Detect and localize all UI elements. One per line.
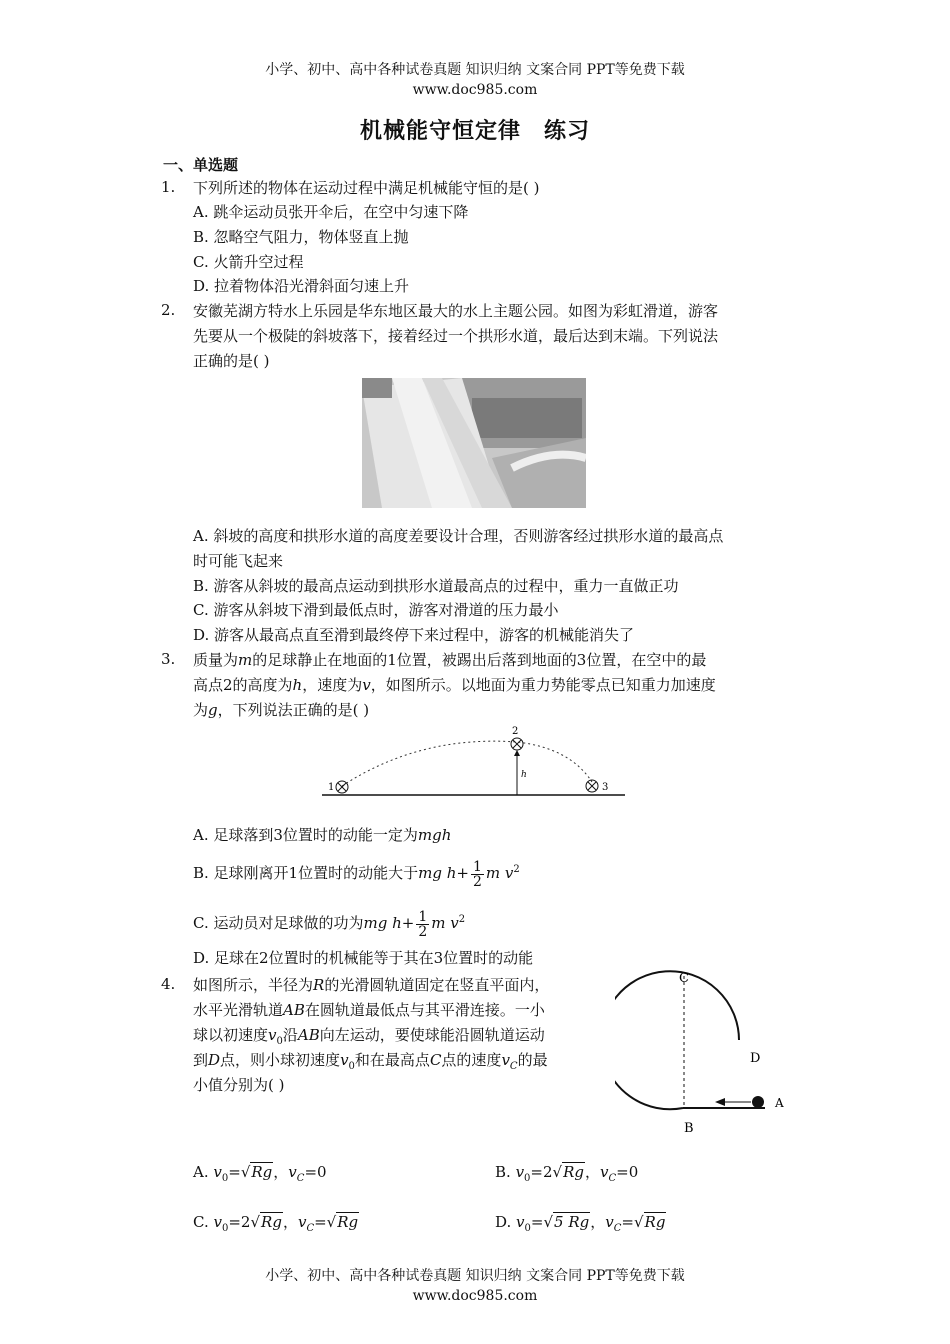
q4-option-c: C. $v_0=2√Rg$，$v_C=√Rg$ xyxy=(193,1213,359,1234)
q3-option-a: A. 足球落到3位置时的动能一定为mgh xyxy=(193,826,452,844)
q2-stem-3: 正确的是( ) xyxy=(193,352,270,370)
label-C: C xyxy=(679,971,689,986)
footer-line1: 小学、初中、高中各种试卷真题 知识归纳 文案合同 PPT等免费下载 xyxy=(265,1268,685,1284)
q3-stem-1: 质量为m的足球静止在地面的1位置，被踢出后落到地面的3位置，在空中的最 xyxy=(193,651,707,669)
label-B: B xyxy=(684,1121,694,1136)
q2-option-d: D. 游客从最高点直至滑到最终停下来过程中，游客的机械能消失了 xyxy=(193,626,635,644)
label-A: A xyxy=(775,1096,784,1110)
q2-stem-2: 先要从一个极陡的斜坡落下，接着经过一个拱形水道，最后达到末端。下列说法 xyxy=(193,327,719,345)
label-D: D xyxy=(750,1051,761,1066)
section-heading: 一、单选题 xyxy=(163,156,239,174)
q2-option-b: B. 游客从斜坡的最高点运动到拱形水道最高点的过程中，重力一直做正功 xyxy=(193,577,679,595)
q1-option-b: B. 忽略空气阻力，物体竖直上抛 xyxy=(193,228,409,246)
page-header xyxy=(0,60,950,100)
q4-stem-3: 球以初速度$v_0$沿AB向左运动，要使球能沿圆轨道运动 xyxy=(193,1026,545,1047)
q4-stem-1: 如图所示，半径为R的光滑圆轨道固定在竖直平面内， xyxy=(193,976,550,994)
q4-option-b: B. $v_0=2√Rg$，$v_C=0$ xyxy=(495,1163,639,1184)
q3-option-d: D. 足球在2位置时的机械能等于其在3位置时的动能 xyxy=(193,949,534,967)
ball-position-2 xyxy=(511,738,523,750)
q2-number: 2. xyxy=(161,301,176,319)
q4-number: 4. xyxy=(161,975,176,993)
q3-number: 3. xyxy=(161,650,176,668)
label-1: 1 xyxy=(328,782,335,793)
label-2: 2 xyxy=(512,726,519,737)
ball-position-1 xyxy=(336,781,348,793)
q2-option-a-2: 时可能飞起来 xyxy=(193,552,284,570)
trajectory-curve xyxy=(342,741,592,786)
q2-option-c: C. 游客从斜坡下滑到最低点时，游客对滑道的压力最小 xyxy=(193,601,559,619)
water-slide-photo xyxy=(362,378,586,508)
q4-stem-5: 小值分别为( ) xyxy=(193,1076,285,1094)
header-url: www.doc985.com xyxy=(412,82,538,98)
q1-option-c: C. 火箭升空过程 xyxy=(193,253,304,271)
footer-url: www.doc985.com xyxy=(412,1288,538,1304)
label-3: 3 xyxy=(602,782,609,793)
page-footer xyxy=(0,1266,950,1306)
q2-option-a-1: A. 斜坡的高度和拱形水道的高度差要设计合理，否则游客经过拱形水道的最高点 xyxy=(193,527,724,545)
q3-stem-2: 高点2的高度为h，速度为v，如图所示。以地面为重力势能零点已知重力加速度 xyxy=(193,676,716,694)
q4-stem-2: 水平光滑轨道AB在圆轨道最低点与其平滑连接。一小 xyxy=(193,1001,545,1019)
q3-option-c: C. 运动员对足球做的功为mg h+ $\frac{1}{2}$ m $v^2$ xyxy=(193,908,466,940)
q1-stem: 下列所述的物体在运动过程中满足机械能守恒的是( ) xyxy=(193,179,540,197)
header-line1: 小学、初中、高中各种试卷真题 知识归纳 文案合同 PPT等免费下载 xyxy=(265,62,685,78)
ball-trajectory-figure xyxy=(300,720,630,805)
page-title: 机械能守恒定律 练习 xyxy=(359,119,590,144)
q1-option-a: A. 跳伞运动员张开伞后，在空中匀速下降 xyxy=(193,203,469,221)
circular-track xyxy=(615,971,739,1109)
label-h: h xyxy=(521,770,527,780)
q4-stem-4: 到D点，则小球初速度$v_0$和在最高点C点的速度$v_C$的最 xyxy=(193,1051,548,1072)
q2-stem-1: 安徽芜湖方特水上乐园是华东地区最大的水上主题公园。如图为彩虹滑道，游客 xyxy=(193,302,719,320)
ball xyxy=(752,1096,764,1108)
q1-number: 1. xyxy=(161,178,176,196)
q3-stem-3: 为g，下列说法正确的是( ) xyxy=(193,701,370,719)
q4-option-a: A. $v_0=√Rg$，$v_C=0$ xyxy=(193,1163,327,1184)
q4-option-d: D. $v_0=√5$ Rg，$v_C=√Rg$ xyxy=(495,1213,666,1234)
q3-option-b: B. 足球刚离开1位置时的动能大于mg h+ $\frac{1}{2}$ m $v^2$ xyxy=(193,858,520,890)
circular-track-figure xyxy=(615,968,795,1140)
q1-option-d: D. 拉着物体沿光滑斜面匀速上升 xyxy=(193,277,410,295)
